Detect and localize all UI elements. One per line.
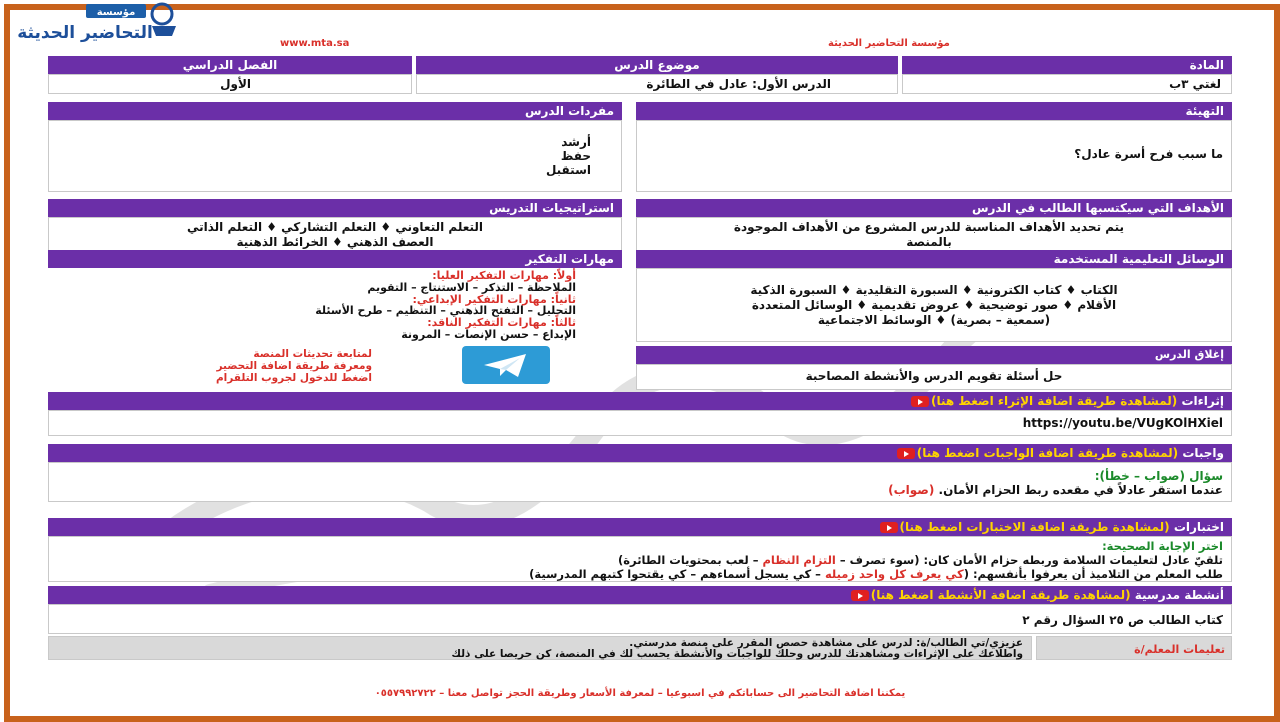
- term-value: الأول: [48, 74, 412, 94]
- test-answer: التزام النظام: [762, 553, 836, 567]
- strategies-header: استراتيجيات التدريس: [48, 199, 622, 217]
- thinking-text: الإبداع – حسن الإنصات – المرونة: [401, 327, 576, 341]
- svg-text:مؤسسة: مؤسسة: [96, 7, 136, 18]
- strategies-body: [48, 217, 622, 253]
- homework-body: [48, 462, 1232, 502]
- goals-line: بالمنصة: [906, 235, 952, 249]
- promo-line: لمتابعة تحديثات المنصة: [253, 348, 372, 360]
- tests-body: [48, 536, 1232, 582]
- homework-answer: (صواب): [888, 483, 935, 497]
- vocab-word: أرشد: [561, 135, 591, 149]
- homework-howto-link[interactable]: (لمشاهدة طريقة اضافة الواجبات اضغط هنا): [895, 446, 1178, 460]
- test-question: تلقيّ عادل لتعليمات السلامة وربطه حزام الأمان كان: (سوء تصرف –: [839, 553, 1223, 567]
- test-question-end: – لعب بمحتويات الطائرة): [618, 553, 759, 567]
- youtube-icon: [897, 448, 915, 459]
- term-header: الفصل الدراسي: [48, 56, 412, 74]
- youtube-icon: [851, 590, 869, 601]
- warmup-question: ما سبب فرح أسرة عادل؟: [1074, 147, 1223, 161]
- telegram-button[interactable]: [462, 346, 550, 384]
- notes-label-cell: [1036, 636, 1232, 660]
- test-answer: كي يعرف كل واحد زميله: [824, 567, 964, 581]
- thinking-text: التحليل – التفتح الذهني – التنظيم – طرح الأسئلة: [315, 304, 576, 318]
- notes-line: واطلاعك على الإثراءات ومشاهدتك للدرس وحلك للواجبات والأنشطة يحسب لك في المنصة، كن حريصا على ذلك: [451, 648, 1023, 660]
- activities-header: [48, 586, 1232, 604]
- homework-question-type: سؤال (صواب – خطأ):: [1094, 469, 1223, 483]
- homework-header: [48, 444, 1232, 462]
- topic-header: موضوع الدرس: [416, 56, 898, 74]
- activities-title: أنشطة مدرسية: [1134, 588, 1224, 602]
- homework-title: واجبات: [1182, 446, 1224, 460]
- tests-instruction: اختر الإجابة الصحيحة:: [1102, 539, 1223, 553]
- thinking-heading: ثالثاً: مهارات التفكير الناقد:: [427, 316, 576, 330]
- thinking-heading: أولاً: مهارات التفكير العليا:: [432, 269, 576, 282]
- youtube-icon: [880, 522, 898, 533]
- tests-header: [48, 518, 1232, 536]
- activities-body: [48, 604, 1232, 634]
- notes-line: عزيزي/تي الطالب/ة: لدرس على مشاهدة حصص المقرر على منصة مدرستي.: [629, 637, 1023, 649]
- notes-label: تعليمات المعلم/ة: [1134, 643, 1225, 656]
- tools-line: الكتاب ♦ كتاب الكترونية ♦ السبورة التقليدية ♦ السبورة الذكية: [750, 283, 1118, 297]
- goals-body: [636, 217, 1232, 253]
- promo-line: اضغط للدخول لجروب التلقرام: [215, 372, 372, 384]
- goals-header: الأهداف التي سيكتسبها الطالب في الدرس: [636, 199, 1232, 217]
- tools-header: الوسائل التعليمية المستخدمة: [636, 250, 1232, 268]
- test-question-end: – كي يسجل أسماءهم – كي يقتحوا كتبهم المدرسية): [529, 567, 821, 581]
- thinking-text: الملاحظة – التذكر – الاستنتاج – التقويم: [367, 280, 576, 294]
- tools-line: الأقلام ♦ صور توضيحية ♦ عروض تقديمية ♦ الوسائل المتعددة: [751, 298, 1117, 312]
- test-question: طلب المعلم من التلاميذ أن يعرفوا بأنفسهم: (: [963, 567, 1223, 581]
- thinking-body: [48, 268, 622, 342]
- thinking-heading: ثانياً: مهارات التفكير الإبداعي:: [412, 292, 576, 306]
- lesson-plan-sheet: [40, 22, 1236, 712]
- thinking-header: مهارات التفكير: [48, 250, 622, 268]
- enrichment-body: [48, 410, 1232, 436]
- closure-text: حل أسئلة تقويم الدرس والأنشطة المصاحبة: [805, 369, 1063, 383]
- topic-value: الدرس الأول: عادل في الطائرة: [416, 74, 898, 94]
- subject-header: المادة: [902, 56, 1232, 74]
- tools-body: [636, 268, 1232, 342]
- tools-line: (سمعية – بصرية) ♦ الوسائط الاجتماعية: [817, 313, 1051, 327]
- promo-line: ومعرفة طريقة اضافة التحضير: [216, 360, 372, 372]
- activities-text: كتاب الطالب ص ٢٥ السؤال رقم ٢: [1022, 613, 1223, 627]
- enrichment-url[interactable]: https://youtu.be/VUgKOlHXiel: [1022, 416, 1223, 430]
- youtube-icon: [911, 396, 929, 407]
- activities-howto-link[interactable]: (لمشاهدة طريقة اضافة الأنشطة اضغط هنا): [849, 588, 1131, 602]
- subject-value: لغتي ٣ب: [902, 74, 1232, 94]
- tests-howto-link[interactable]: (لمشاهدة طريقة اضافة الاختبارات اضغط هنا): [878, 520, 1170, 534]
- telegram-promo[interactable]: [140, 348, 372, 384]
- vocab-word: حفظ: [560, 149, 591, 163]
- telegram-icon: [462, 346, 550, 384]
- goals-line: يتم تحديد الأهداف المناسبة للدرس المشروع من الأهداف الموجودة: [733, 220, 1125, 234]
- enrichment-title: إثراءات: [1181, 394, 1224, 408]
- website-label[interactable]: www.mta.sa: [280, 38, 350, 49]
- notes-body: [48, 636, 1032, 660]
- homework-question: عندما استقر عادلاً في مقعده ربط الحزام الأمان.: [938, 483, 1223, 497]
- svg-text:التحاضير الحديثة: التحاضير الحديثة: [17, 23, 153, 43]
- strategies-line: التعلم التعاوني ♦ التعلم التشاركي ♦ التعلم الذاتي: [186, 220, 484, 234]
- vocab-header: مفردات الدرس: [48, 102, 622, 120]
- warmup-header: التهيئة: [636, 102, 1232, 120]
- tests-title: اختبارات: [1173, 520, 1224, 534]
- closure-header: إغلاق الدرس: [636, 346, 1232, 364]
- org-label: مؤسسة التحاضير الحديثة: [828, 38, 950, 49]
- enrichment-header: [48, 392, 1232, 410]
- strategies-line: العصف الذهني ♦ الخرائط الذهنية: [236, 235, 434, 249]
- vocab-body: [48, 120, 622, 192]
- footer-note: يمكننا اضافة التحاضير الى حساباتكم في اسبوعيا – لمعرفة الأسعار وطريقة الحجز تواصل معنا – ٠٥٥٧٩٩٢٧٢٢: [374, 688, 906, 699]
- vocab-word: استقبل: [545, 163, 591, 177]
- warmup-body: [636, 120, 1232, 192]
- enrichment-howto-link[interactable]: (لمشاهدة طريقة اضافة الإثراء اضغط هنا): [909, 394, 1177, 408]
- closure-body: [636, 364, 1232, 390]
